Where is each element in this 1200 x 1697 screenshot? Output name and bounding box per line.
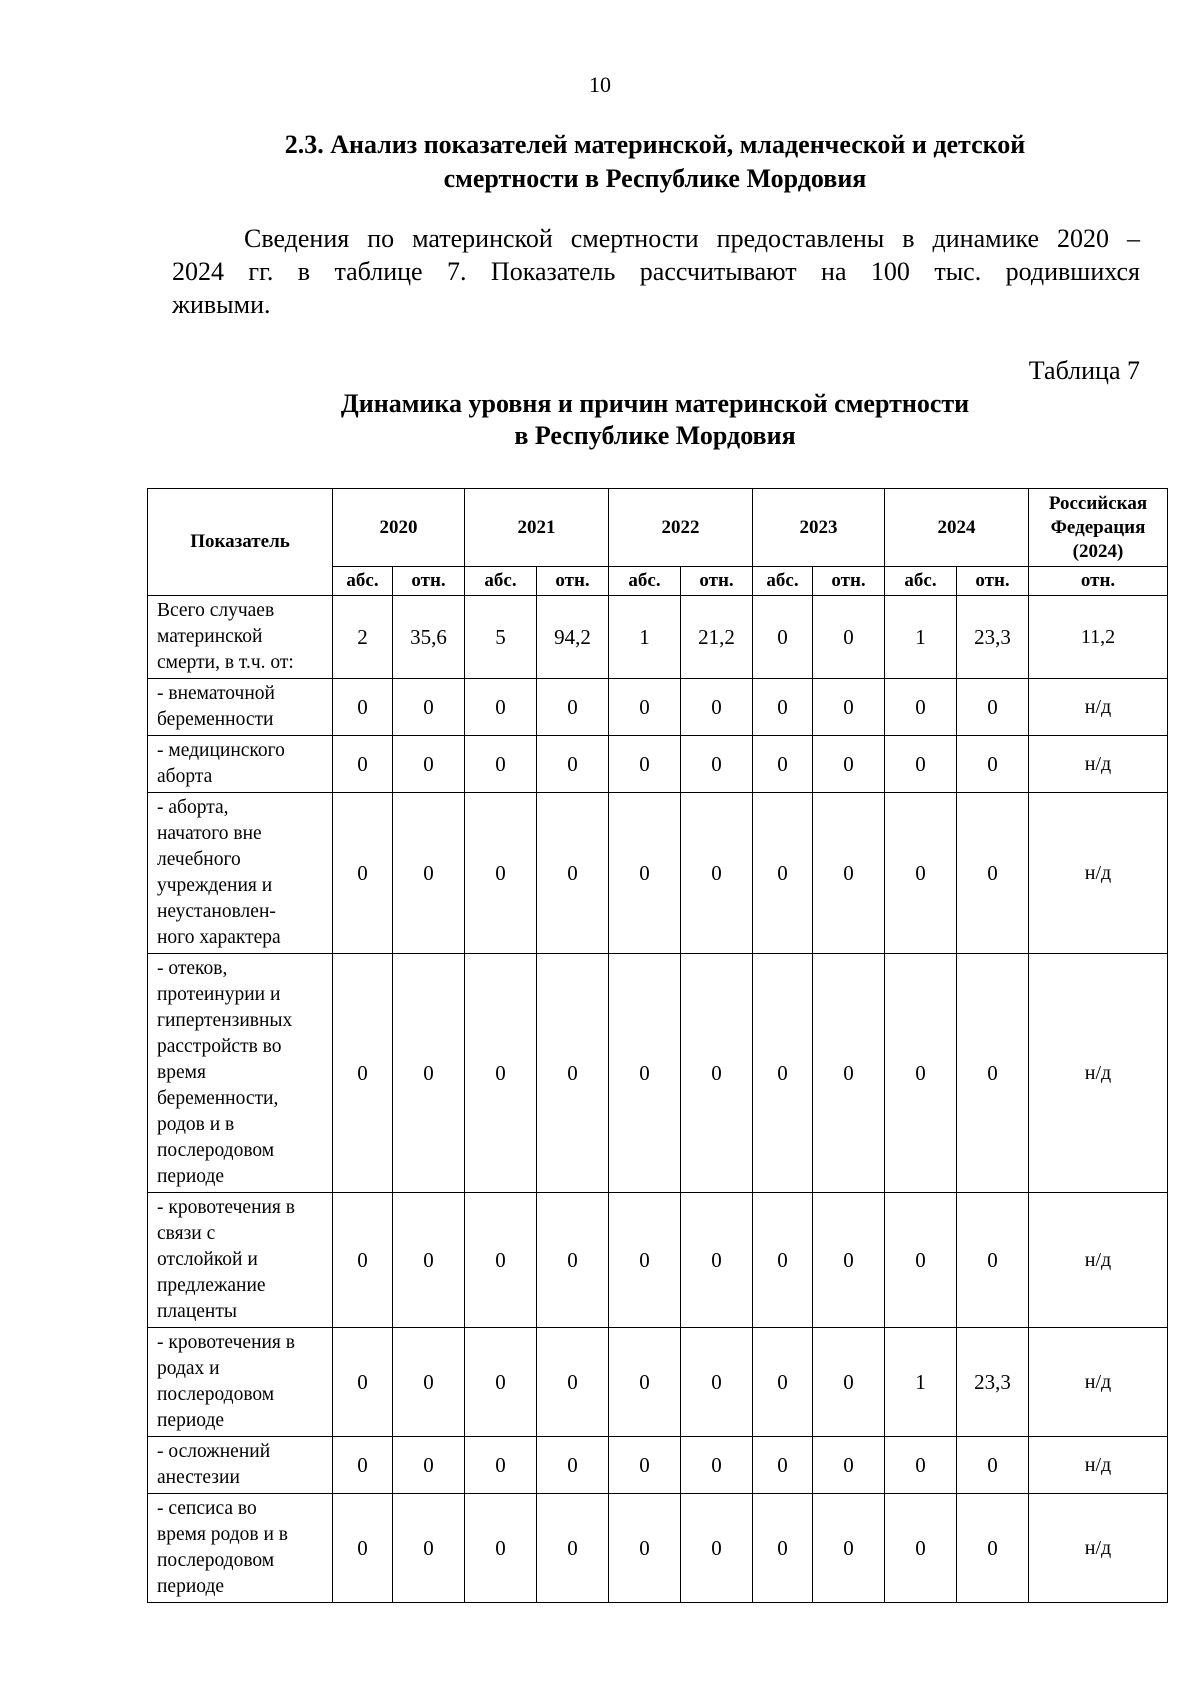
rel-value-cell: 0: [537, 1437, 609, 1494]
section-heading-line: 2.3. Анализ показателей материнской, младенческой и детской: [284, 130, 1026, 159]
indicator-line: предлежание: [157, 1275, 266, 1296]
abs-value-cell: 0: [753, 1328, 813, 1437]
rel-value-cell: 0: [681, 679, 753, 736]
indicator-line: плаценты: [157, 1301, 237, 1322]
indicator-line: протеинурии и: [157, 984, 281, 1005]
rel-value-cell: 0: [813, 679, 885, 736]
abs-value-cell: 0: [609, 1193, 681, 1328]
indicator-header: Показатель: [148, 489, 333, 596]
abs-value-cell: 0: [609, 1328, 681, 1437]
table-title-line: Динамика уровня и причин материнской смертности: [340, 389, 970, 418]
abs-header: абс.: [609, 567, 681, 596]
abs-value-cell: 0: [885, 679, 957, 736]
indicator-line: послеродовом: [157, 1384, 275, 1405]
rel-value-cell: 0: [393, 679, 465, 736]
rel-value-cell: 0: [537, 679, 609, 736]
indicator-line: - внематочной: [157, 683, 275, 704]
rel-value-cell: 0: [681, 1494, 753, 1603]
indicator-line: периоде: [157, 1576, 225, 1597]
abs-value-cell: 0: [609, 736, 681, 793]
intro-line: Сведения по материнской смертности предоставлены в динамике 2020 –: [244, 224, 1140, 253]
abs-value-cell: 0: [753, 596, 813, 679]
rel-header: отн.: [681, 567, 753, 596]
table-row: [148, 1328, 1168, 1437]
abs-value-cell: 0: [465, 736, 537, 793]
rel-value-cell: 0: [813, 1328, 885, 1437]
rel-value-cell: 0: [681, 1437, 753, 1494]
rel-header: отн.: [393, 567, 465, 596]
abs-value-cell: 0: [333, 736, 393, 793]
rf-value-cell: н/д: [1029, 1437, 1168, 1494]
table-title: [170, 388, 1140, 452]
rel-value-cell: 0: [537, 1328, 609, 1437]
indicator-line: - аборта,: [157, 797, 229, 818]
indicator-line: - отеков,: [157, 958, 228, 979]
abs-value-cell: 0: [609, 1494, 681, 1603]
rel-value-cell: 0: [393, 1494, 465, 1603]
abs-value-cell: 1: [885, 1328, 957, 1437]
header-row: [148, 489, 1168, 567]
indicator-line: материнской: [157, 626, 263, 647]
indicator-line: - осложнений: [157, 1441, 271, 1462]
rel-value-cell: 0: [813, 1193, 885, 1328]
abs-value-cell: 0: [885, 1193, 957, 1328]
abs-value-cell: 0: [753, 1437, 813, 1494]
indicator-line: расстройств во: [157, 1036, 282, 1057]
page-number: 10: [589, 72, 611, 97]
rel-value-cell: 0: [957, 1437, 1029, 1494]
rf-header-line: Российская: [1048, 492, 1148, 514]
indicator-line: - кровотечения в: [157, 1332, 295, 1353]
indicator-line: - сепсиса во: [157, 1498, 257, 1519]
rel-value-cell: 0: [393, 1328, 465, 1437]
indicator-line: лечебного: [157, 849, 241, 870]
table-caption: Таблица 7: [1028, 356, 1140, 385]
abs-header: абс.: [333, 567, 393, 596]
rf-value-cell: н/д: [1029, 1494, 1168, 1603]
maternal-mortality-table: [147, 488, 1168, 1603]
abs-value-cell: 0: [885, 1437, 957, 1494]
year-header: 2021: [465, 489, 609, 567]
abs-value-cell: 0: [885, 954, 957, 1193]
abs-value-cell: 5: [465, 596, 537, 679]
indicator-line: беременности,: [157, 1088, 279, 1109]
indicator-line: анестезии: [157, 1467, 240, 1488]
indicator-line: послеродовом: [157, 1550, 275, 1571]
rel-value-cell: 0: [813, 793, 885, 954]
indicator-line: учреждения и: [157, 875, 273, 896]
indicator-cell: [148, 736, 333, 793]
rel-value-cell: 0: [537, 1193, 609, 1328]
rel-value-cell: 0: [537, 793, 609, 954]
section-heading: [170, 128, 1140, 196]
indicator-cell: [148, 793, 333, 954]
rf-header: [1029, 489, 1168, 567]
rel-value-cell: 0: [957, 1494, 1029, 1603]
rf-value-cell: н/д: [1029, 793, 1168, 954]
table-row: [148, 679, 1168, 736]
abs-value-cell: 0: [333, 1437, 393, 1494]
indicator-cell: [148, 1494, 333, 1603]
abs-value-cell: 0: [333, 679, 393, 736]
rel-value-cell: 0: [681, 793, 753, 954]
table-row: [148, 736, 1168, 793]
indicator-cell: [148, 679, 333, 736]
abs-value-cell: 0: [753, 1494, 813, 1603]
abs-value-cell: 0: [753, 793, 813, 954]
table-row: [148, 596, 1168, 679]
rf-value-cell: н/д: [1029, 679, 1168, 736]
rel-value-cell: 0: [957, 954, 1029, 1193]
abs-value-cell: 0: [465, 954, 537, 1193]
rel-header: отн.: [537, 567, 609, 596]
abs-value-cell: 0: [609, 1437, 681, 1494]
indicator-line: беременности: [157, 709, 274, 730]
indicator-line: начатого вне: [157, 823, 262, 844]
indicator-line: ного характера: [157, 927, 281, 948]
rel-header: отн.: [1029, 567, 1168, 596]
rel-value-cell: 0: [681, 736, 753, 793]
rel-value-cell: 0: [393, 1437, 465, 1494]
abs-value-cell: 0: [333, 793, 393, 954]
rel-value-cell: 0: [681, 1328, 753, 1437]
indicator-line: гипертензивных: [157, 1010, 293, 1031]
rel-value-cell: 0: [393, 1193, 465, 1328]
rf-value-cell: н/д: [1029, 1193, 1168, 1328]
indicator-cell: [148, 954, 333, 1193]
abs-value-cell: 0: [753, 679, 813, 736]
rf-value-cell: н/д: [1029, 954, 1168, 1193]
rel-value-cell: 0: [681, 954, 753, 1193]
rel-value-cell: 0: [957, 679, 1029, 736]
rel-value-cell: 23,3: [957, 1328, 1029, 1437]
abs-value-cell: 0: [465, 1494, 537, 1603]
rel-value-cell: 0: [537, 1494, 609, 1603]
abs-value-cell: 0: [465, 793, 537, 954]
indicator-line: время родов и в: [157, 1524, 289, 1545]
abs-header: абс.: [753, 567, 813, 596]
table-row: [148, 1494, 1168, 1603]
abs-value-cell: 0: [609, 793, 681, 954]
rel-value-cell: 94,2: [537, 596, 609, 679]
indicator-line: послеродовом: [157, 1140, 275, 1161]
indicator-line: отслойкой и: [157, 1249, 258, 1270]
abs-value-cell: 0: [753, 736, 813, 793]
rel-value-cell: 21,2: [681, 596, 753, 679]
rel-value-cell: 0: [393, 793, 465, 954]
indicator-line: - кровотечения в: [157, 1197, 295, 1218]
table-row: [148, 1437, 1168, 1494]
abs-value-cell: 2: [333, 596, 393, 679]
table-row: [148, 793, 1168, 954]
rf-value-cell: н/д: [1029, 736, 1168, 793]
abs-value-cell: 0: [885, 793, 957, 954]
rel-value-cell: 0: [813, 1494, 885, 1603]
intro-line: живыми.: [172, 290, 271, 319]
rf-value-cell: н/д: [1029, 1328, 1168, 1437]
year-header: 2023: [753, 489, 885, 567]
indicator-cell: [148, 1437, 333, 1494]
rel-header: отн.: [813, 567, 885, 596]
abs-value-cell: 0: [609, 679, 681, 736]
abs-value-cell: 0: [465, 1328, 537, 1437]
table-row: [148, 954, 1168, 1193]
abs-value-cell: 0: [885, 1494, 957, 1603]
indicator-line: связи с: [157, 1223, 216, 1244]
indicator-line: - медицинского: [157, 740, 285, 761]
abs-header: абс.: [885, 567, 957, 596]
indicator-line: Всего случаев: [157, 600, 275, 621]
rel-value-cell: 0: [813, 954, 885, 1193]
rel-value-cell: 23,3: [957, 596, 1029, 679]
rel-value-cell: 0: [537, 954, 609, 1193]
rel-value-cell: 0: [813, 596, 885, 679]
indicator-line: неустановлен-: [157, 901, 276, 922]
rel-value-cell: 0: [393, 736, 465, 793]
section-heading-line: смертности в Республике Мордовия: [443, 164, 867, 193]
abs-value-cell: 0: [465, 679, 537, 736]
rel-value-cell: 35,6: [393, 596, 465, 679]
rel-header: отн.: [957, 567, 1029, 596]
indicator-cell: [148, 1193, 333, 1328]
rel-value-cell: 0: [537, 736, 609, 793]
indicator-line: периоде: [157, 1410, 225, 1431]
year-header: 2024: [885, 489, 1029, 567]
indicator-cell: [148, 1328, 333, 1437]
abs-value-cell: 0: [885, 736, 957, 793]
indicator-cell: [148, 596, 333, 679]
abs-value-cell: 1: [609, 596, 681, 679]
rf-value-cell: 11,2: [1029, 596, 1168, 679]
rel-value-cell: 0: [957, 793, 1029, 954]
indicator-line: периоде: [157, 1166, 225, 1187]
rel-value-cell: 0: [393, 954, 465, 1193]
abs-value-cell: 0: [465, 1193, 537, 1328]
intro-line: 2024 гг. в таблице 7. Показатель рассчитывают на 100 тыс. родившихся: [172, 257, 1140, 286]
indicator-line: родах и: [157, 1358, 220, 1379]
abs-header: абс.: [465, 567, 537, 596]
table-row: [148, 1193, 1168, 1328]
table-body: [148, 596, 1168, 1603]
abs-value-cell: 0: [333, 1494, 393, 1603]
abs-value-cell: 0: [465, 1437, 537, 1494]
rel-value-cell: 0: [681, 1193, 753, 1328]
abs-value-cell: 0: [333, 1328, 393, 1437]
rel-value-cell: 0: [957, 1193, 1029, 1328]
indicator-line: родов и в: [157, 1114, 235, 1135]
intro-paragraph: [172, 222, 1140, 321]
rel-value-cell: 0: [957, 736, 1029, 793]
abs-value-cell: 0: [753, 1193, 813, 1328]
rf-header-line: Федерация: [1050, 516, 1146, 538]
indicator-line: аборта: [157, 766, 213, 787]
abs-value-cell: 0: [609, 954, 681, 1193]
rf-header-line: (2024): [1072, 540, 1124, 562]
year-header: 2020: [333, 489, 465, 567]
indicator-line: смерти, в т.ч. от:: [157, 652, 294, 673]
indicator-line: время: [157, 1062, 206, 1083]
abs-value-cell: 0: [333, 1193, 393, 1328]
abs-value-cell: 1: [885, 596, 957, 679]
table-title-line: в Республике Мордовия: [514, 421, 796, 450]
rel-value-cell: 0: [813, 1437, 885, 1494]
abs-value-cell: 0: [753, 954, 813, 1193]
abs-value-cell: 0: [333, 954, 393, 1193]
rel-value-cell: 0: [813, 736, 885, 793]
year-header: 2022: [609, 489, 753, 567]
